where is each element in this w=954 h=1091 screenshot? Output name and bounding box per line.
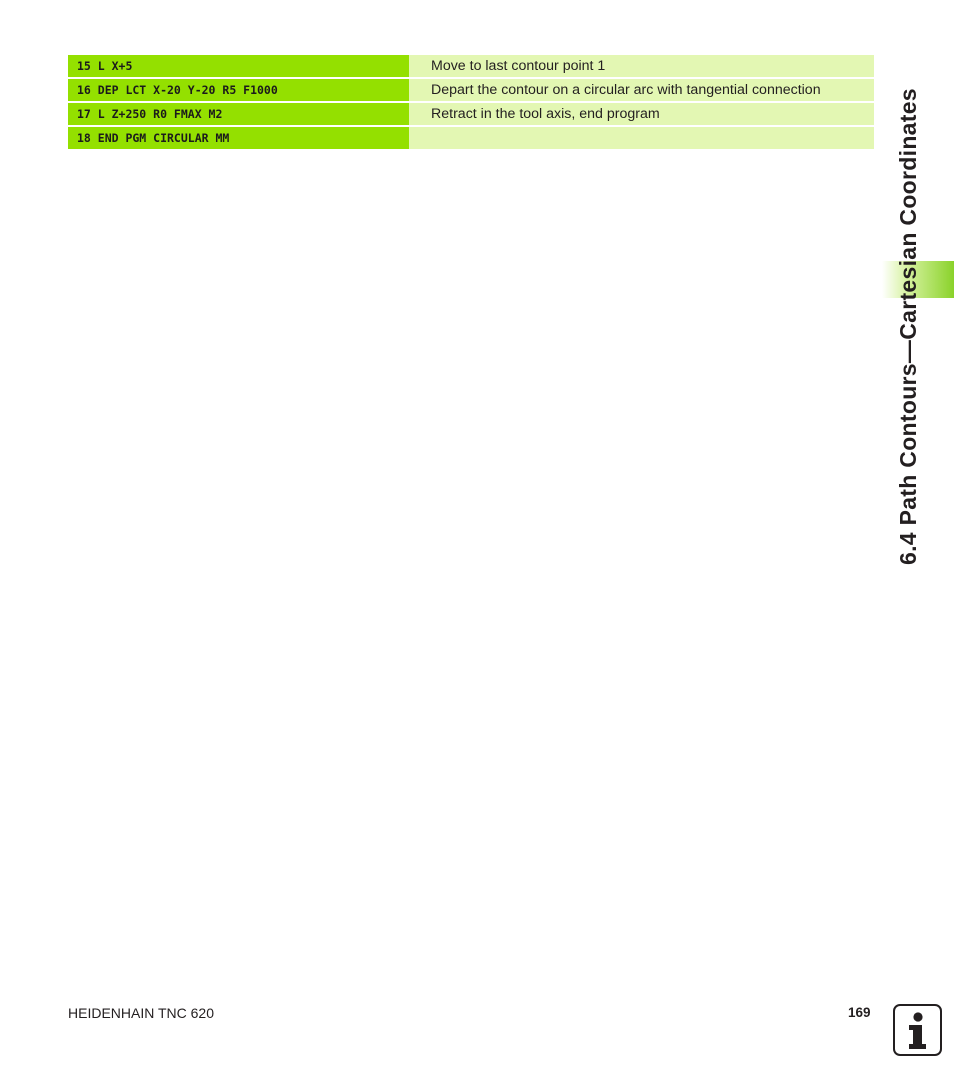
nc-block-code: 17 L Z+250 R0 FMAX M2 — [68, 103, 409, 125]
section-title: 6.4 Path Contours—Cartesian Coordinates — [895, 88, 921, 565]
program-table — [68, 54, 874, 150]
program-row — [68, 102, 874, 126]
manual-name: HEIDENHAIN TNC 620 — [68, 1005, 215, 1021]
program-row — [68, 78, 874, 102]
page-number: 169 — [848, 1005, 871, 1020]
nc-block-description — [409, 127, 874, 149]
program-row — [68, 54, 874, 78]
nc-block-code: 18 END PGM CIRCULAR MM — [68, 127, 409, 149]
nc-block-description: Move to last contour point 1 — [409, 55, 874, 77]
nc-block-code: 16 DEP LCT X-20 Y-20 R5 F1000 — [68, 79, 409, 101]
nc-block-code: 15 L X+5 — [68, 55, 409, 77]
program-row — [68, 126, 874, 150]
info-icon — [893, 1004, 942, 1056]
nc-block-description: Depart the contour on a circular arc with tangential connection — [409, 79, 874, 101]
nc-block-description: Retract in the tool axis, end program — [409, 103, 874, 125]
